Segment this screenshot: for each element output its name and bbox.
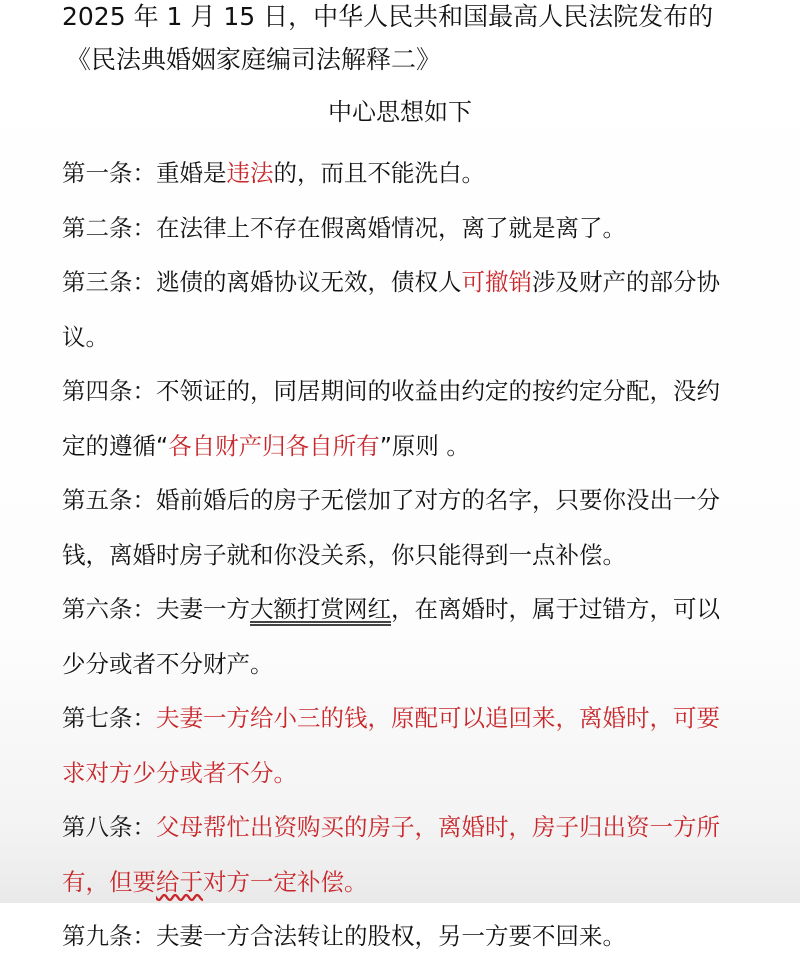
article-prefix: 第三条： [62,268,156,296]
header-title-line: 《民法典婚姻家庭编司法解释二》 [66,45,442,74]
article-prefix: 第八条： [62,813,156,841]
article-text: 夫妻一方合法转让的股权，另一方要不回来。 [156,922,626,950]
article-prefix: 第七条： [62,704,156,732]
article-text: ”原则 。 [379,431,470,460]
article-list [62,146,742,964]
article-text: 不领证的，同居期间的收益由约定的按约定分配，没约定的遵循“ [62,377,720,460]
article-underlined-phrase: 大额打赏网红 [250,595,391,623]
article-5 [62,473,742,582]
article-highlight: 父母帮忙出资购买的房子，离婚时，房子归出资一方所有，但要 [62,813,720,896]
article-text: 在法律上不存在假离婚情况，离了就是离了。 [156,213,626,242]
article-text: ，在离婚时，属于过错方，可以少分或者不分财产。 [62,595,720,678]
article-prefix: 第二条： [62,213,156,242]
article-2 [62,201,742,256]
subtitle: 中心思想如下 [328,98,472,126]
article-prefix: 第四条： [62,377,156,405]
header-date-line: 2025 年 1 月 15 日，中华人民共和国最高人民法院发布的 [62,2,714,31]
article-prefix: 第六条： [62,595,156,623]
article-6 [62,582,742,691]
article-text: 逃债的离婚协议无效，债权人 [156,268,462,296]
article-prefix: 第一条： [62,159,156,187]
article-4 [62,364,742,473]
article-text: 婚前婚后的房子无偿加了对方的名字，只要你没出一分钱，离婚时房子就和你没关系，你只能得到一点补偿。 [62,486,720,569]
article-9 [62,909,742,964]
article-text: 夫妻一方 [156,595,250,623]
article-highlight: 对方一定补偿。 [203,867,368,896]
article-7 [62,691,742,800]
article-prefix: 第五条： [62,486,156,514]
article-text: 的，而且不能洗白。 [273,159,485,187]
article-text: 重婚是 [156,159,227,187]
article-1 [62,146,742,201]
article-text: 涉及财产的部分协议。 [62,268,720,351]
article-highlight: 夫妻一方给小三的钱，原配可以追回来，离婚时，可要求对方少分或者不分。 [62,704,720,787]
article-highlight: 可撤销 [461,268,532,296]
spellcheck-squiggle-phrase: 给于 [156,867,203,896]
article-3 [62,255,742,364]
article-8 [62,800,742,909]
article-highlight: 各自财产归各自所有 [168,431,380,460]
article-prefix: 第九条： [62,922,156,950]
article-highlight: 违法 [226,159,274,187]
